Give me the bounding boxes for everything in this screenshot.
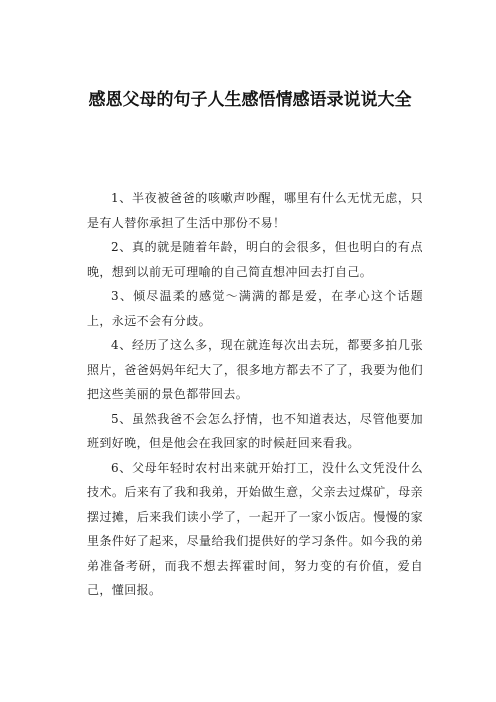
paragraph-6: 6、父母年轻时农村出来就开始打工，没什么文凭没什么技术。后来有了我和我弟，开始做生意，父亲去过煤矿，母亲摆过摊，后来我们读小学了，一起开了一家小饭店。慢慢的家里条件好了起来，尽量给我们提供好的学习条件。如今我的弟弟准备考研，而我不想去挥霍时间，努力变的有价值，爱自己，懂回报。: [87, 460, 423, 597]
paragraph-2: 2、真的就是随着年龄，明白的会很多，但也明白的有点晚，想到以前无可理喻的自己简直想冲回去打自己。: [87, 240, 423, 279]
paragraph-4: 4、经历了这么多，现在就连每次出去玩，都要多拍几张照片，爸爸妈妈年纪大了，很多地方都去不了了，我要为他们把这些美丽的景色都带回去。: [87, 338, 423, 401]
paragraph-5: 5、虽然我爸不会怎么抒情，也不知道表达，尽管他要加班到好晚，但是他会在我回家的时候赶回来看我。: [87, 411, 423, 450]
paragraph-3: 3、倾尽温柔的感觉～满满的都是爱，在孝心这个话题上，永远不会有分歧。: [87, 289, 423, 328]
paragraph-1: 1、半夜被爸爸的咳嗽声吵醒，哪里有什么无忧无虑，只是有人替你承担了生活中那份不易！: [87, 191, 423, 230]
document-body: [87, 186, 423, 603]
document-title: 感恩父母的句子人生感悟情感语录说说大全: [88, 90, 412, 110]
